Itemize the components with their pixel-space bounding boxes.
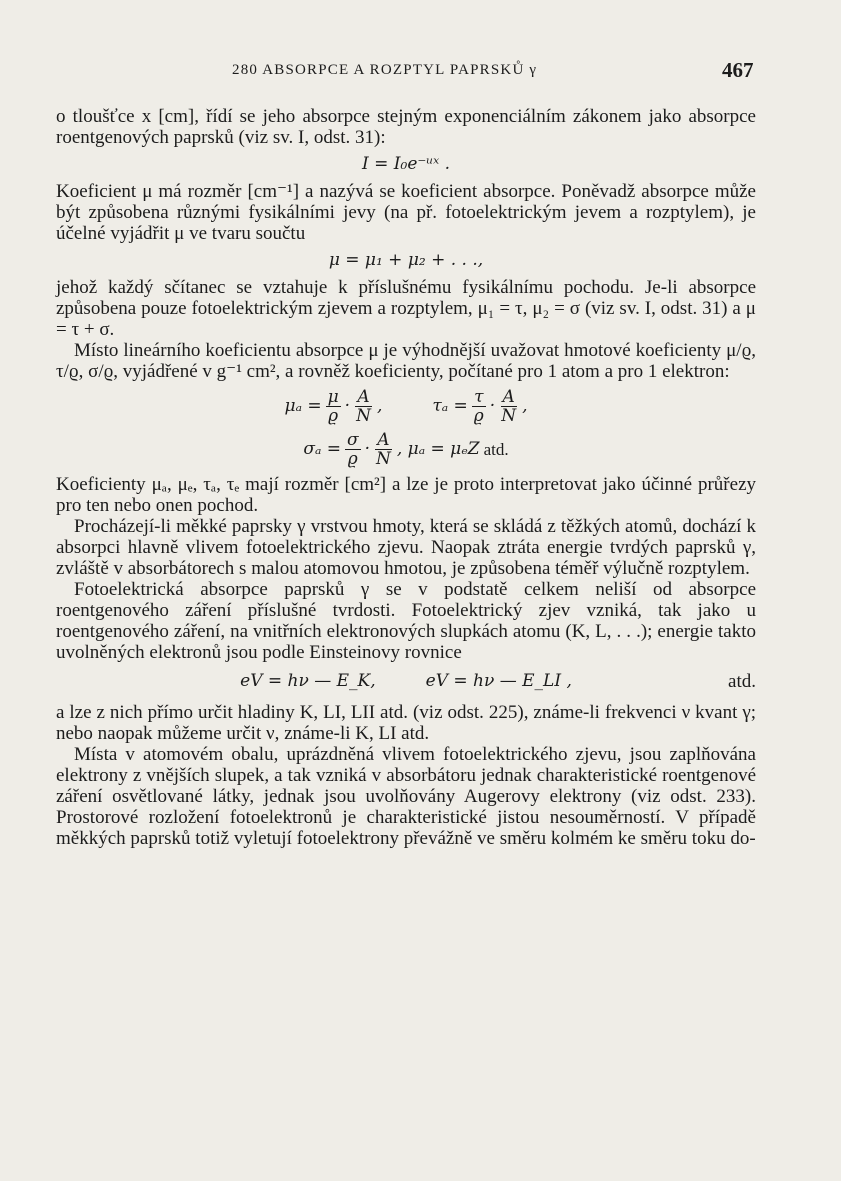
equation-sum: μ = μ₁ + μ₂ + . . ., (328, 250, 484, 270)
paragraph-9: Místa v atomovém obalu, uprázdněná vlivem fotoelektrického zjevu, jsou zaplňována elektrony z vnějších slupek, a tak vzniká v absorbátoru jednak charakteristické roentgenové záření osvětlované látky, jednak jsou uvolňovány Augerovy elektrony (viz odst. 233). Prostorové rozložení fotoelektronů je charakteristické jistou nesouměrností. V případě měkkých paprsků totiž vyletují fotoelektrony převážně ve směru kolmém ke směru toku do- (56, 744, 756, 849)
frac-numerator: μ (327, 387, 339, 407)
paragraph-2: Koeficient μ má rozměr [cm⁻¹] a nazývá se koeficient absorpce. Poněvadž absorpce může být způsobena různými fysikálními jevy (na př. fotoelektrickým jevem a rozptylem), je účelné vyjádřit μ ve tvaru součtu (56, 181, 756, 244)
frac-denominator: N (376, 449, 391, 469)
einstein-equations (56, 671, 756, 692)
paragraph-7: Fotoelektrická absorpce paprsků γ se v podstatě celkem neliší od absorpce roentgenového záření příslušné tvrdosti. Fotoelektrický zjev vzniká, tak jako u roentgenového záření, na vnitřních elektronových slupkách atomu (K, L, . . .); energie takto uvolněných elektronů jsou podle Einsteinovy rovnice (56, 579, 756, 663)
separator-comma: , (376, 396, 383, 416)
tau-a-lhs: τₐ = (432, 396, 468, 416)
fraction-a-n (354, 388, 373, 425)
body-text (56, 106, 756, 849)
equation-atomic-coefficients-2 (56, 431, 756, 468)
einstein-equation-l: eV = hν — E_LI , (425, 671, 572, 691)
frac-numerator: A (377, 430, 390, 450)
page-number: 467 (722, 58, 754, 82)
header-title: 280 ABSORPCE A ROZPTYL PAPRSKŮ γ (232, 62, 538, 78)
running-header (0, 58, 841, 88)
paragraph-5: Koeficienty μₐ, μₑ, τₐ, τₑ mají rozměr [cm²] a lze je proto interpretovat jako účinné průřezy pro ten nebo onen pochod. (56, 474, 756, 516)
fraction-a-n (499, 388, 518, 425)
separator-comma: , (522, 396, 528, 416)
dot-operator: · (344, 396, 351, 416)
frac-numerator: σ (346, 430, 359, 450)
etc-label: atd. (728, 671, 756, 692)
frac-denominator: ϱ (328, 406, 339, 426)
mu-a-electron-relation: , μₐ = μₑZ (396, 439, 480, 459)
equation-exponential: I = I₀e⁻ᵘˣ . (362, 154, 450, 174)
sigma-a-formula (303, 431, 508, 468)
fraction-a-n (374, 431, 393, 468)
dot-operator: · (489, 396, 496, 416)
etc-label: atd. (483, 440, 509, 459)
dot-operator: · (364, 439, 370, 459)
einstein-equation-k: eV = hν — E_K, (240, 671, 376, 691)
frac-numerator: τ (474, 387, 484, 407)
mu-a-formula (285, 388, 383, 425)
frac-denominator: N (501, 406, 517, 426)
equation-atomic-coefficients-1 (56, 388, 756, 425)
paragraph-8: a lze z nich přímo určit hladiny K, LI, LII atd. (viz odst. 225), známe-li frekvenci ν kvant γ; nebo naopak můžeme určit ν, známe-li K, LI atd. (56, 702, 756, 744)
fraction-tau-rho (472, 388, 486, 425)
paragraph-3: jehož každý sčítanec se vztahuje k příslušnému fysikálnímu pochodu. Je-li absorpce způsobena pouze fotoelektrickým zjevem a rozptylem, μ₁ = τ, μ₂ = σ (viz sv. I, odst. 31) a μ = τ + σ. (56, 277, 756, 340)
frac-denominator: ϱ (347, 449, 358, 469)
frac-numerator: A (357, 387, 370, 407)
tau-a-formula (432, 388, 527, 425)
frac-numerator: A (502, 387, 515, 407)
fraction-mu-rho (326, 388, 341, 425)
paragraph-6: Procházejí-li měkké paprsky γ vrstvou hmoty, která se skládá z těžkých atomů, dochází k absorpci hlavně vlivem fotoelektrického zjevu. Naopak ztráta energie tvrdých paprsků γ, zvláště v absorbátorech s malou atomovou hmotou, je způsobena téměř výlučně rozptylem. (56, 516, 756, 579)
paragraph-1: o tloušťce x [cm], řídí se jeho absorpce stejným exponenciálním zákonem jako absorpce roentgenových paprsků (viz sv. I, odst. 31): (56, 106, 756, 148)
paragraph-4: Místo lineárního koeficientu absorpce μ je výhodnější uvažovat hmotové koeficienty μ/ϱ, τ/ϱ, σ/ϱ, vyjádřené v g⁻¹ cm², a rovněž koeficienty, počítané pro 1 atom a pro 1 elektron: (56, 340, 756, 382)
sigma-a-lhs: σₐ = (303, 439, 341, 459)
frac-denominator: N (356, 406, 371, 426)
mu-a-lhs: μₐ = (284, 396, 322, 416)
fraction-sigma-rho (345, 431, 361, 468)
frac-denominator: ϱ (473, 406, 484, 426)
